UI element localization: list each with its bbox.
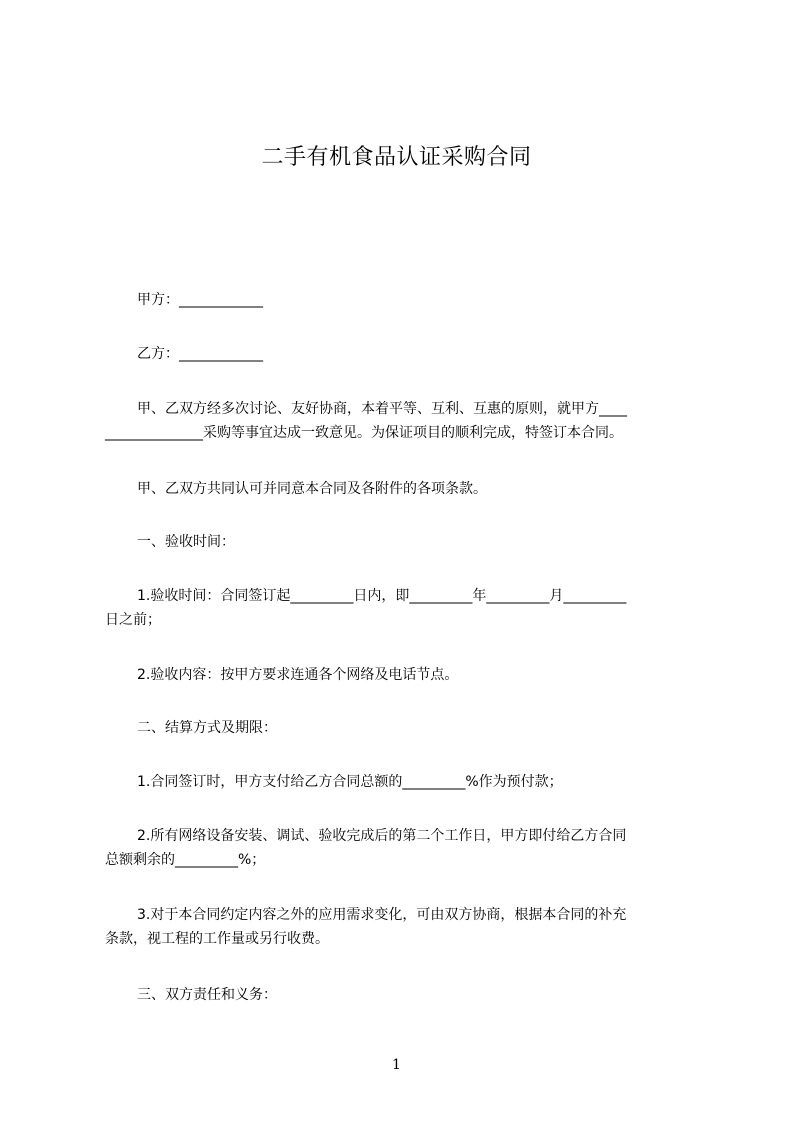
section-1-item-1-line-2: 日之前； [105,612,161,628]
party-a-line: 甲方：____________ [137,292,263,308]
section-2-heading: 二、结算方式及期限： [137,720,277,736]
agreement-paragraph: 甲、乙双方共同认可并同意本合同及各附件的各项条款。 [137,481,487,497]
section-2-item-2-line-2: 总额剩余的_________%； [105,852,266,868]
intro-line-2: ______________采购等事宜达成一致意见。为保证项目的顺利完成，特签订本合同。 [105,425,623,441]
section-2-item-1: 1.合同签订时，甲方支付给乙方合同总额的_________%作为预付款； [137,774,563,790]
section-1-item-1-line-1: 1.验收时间：合同签订起_________日内，即_________年_________月_________ [137,588,627,604]
section-1-item-1 [105,584,705,632]
party-b-line: 乙方：____________ [137,346,263,362]
section-2-item-3-line-2: 条款，视工程的工作量或另行收费。 [105,931,329,947]
section-1-heading: 一、验收时间： [137,534,235,550]
section-2-item-2-line-1: 2.所有网络设备安装、调试、验收完成后的第二个工作日，甲方即付给乙方合同 [137,828,627,844]
section-1-item-2: 2.验收内容：按甲方要求连通各个网络及电话节点。 [137,667,459,683]
intro-paragraph [105,397,705,445]
page-number: 1 [392,1057,401,1073]
intro-line-1: 甲、乙双方经多次讨论、友好协商，本着平等、互利、互惠的原则，就甲方____ [137,401,627,417]
section-3-heading: 三、双方责任和义务： [137,987,277,1003]
section-2-item-3 [105,903,705,951]
document-title: 二手有机食品认证采购合同 [261,145,532,170]
section-2-item-3-line-1: 3.对于本合同约定内容之外的应用需求变化，可由双方协商，根据本合同的补充 [137,907,627,923]
section-2-item-2 [105,824,705,872]
